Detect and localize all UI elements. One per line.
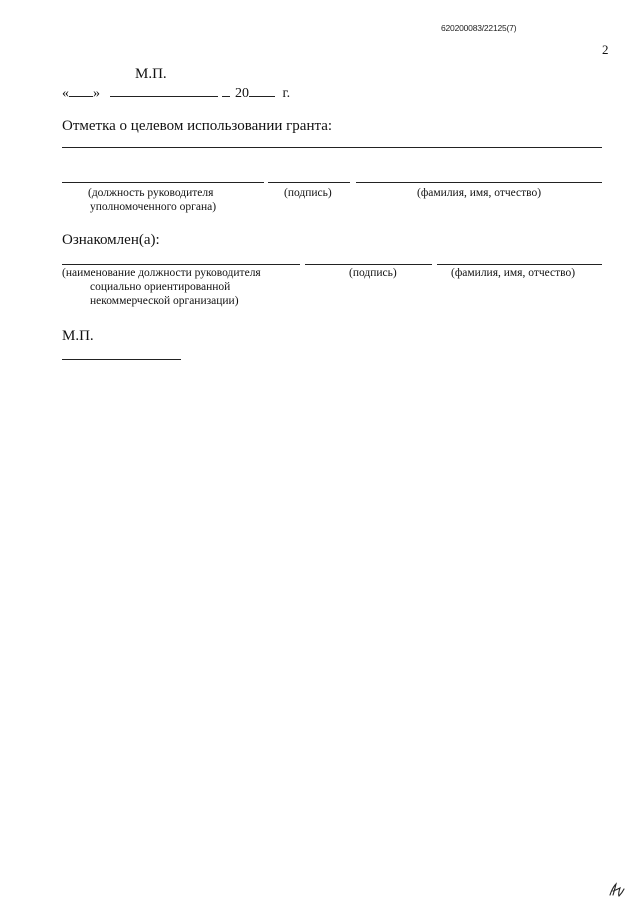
position-signature-line xyxy=(62,182,264,183)
org-full-name-line xyxy=(437,264,602,265)
document-code: 620200083/22125(7) xyxy=(441,23,517,33)
caption-position-line2: уполномоченного органа) xyxy=(90,201,217,213)
full-name-line xyxy=(356,182,602,183)
year-blank xyxy=(249,82,275,97)
caption-signature: (подпись) xyxy=(284,187,332,199)
remark-line xyxy=(62,147,602,148)
org-signature-line xyxy=(305,264,432,265)
month-blank-tail xyxy=(222,82,230,97)
org-caption-position-line2: социально ориентированной xyxy=(90,281,231,293)
grant-remark-title: Отметка о целевом использовании гранта: xyxy=(62,118,333,134)
page-number: 2 xyxy=(602,42,609,57)
stamp-label-bottom: М.П. xyxy=(62,328,94,344)
org-position-line xyxy=(62,264,300,265)
acknowledgement-title: Ознакомлен(а): xyxy=(62,232,160,248)
stamp-line xyxy=(62,359,181,360)
org-caption-position-line1: (наименование должности руководителя xyxy=(62,267,261,279)
signature-line xyxy=(268,182,350,183)
date-close-quote: » xyxy=(93,86,100,101)
month-blank xyxy=(110,82,218,97)
year-suffix: г. xyxy=(282,86,291,101)
day-blank xyxy=(69,82,93,97)
date-line xyxy=(62,82,290,102)
stamp-label-top: М.П. xyxy=(135,66,167,82)
date-open-quote: « xyxy=(62,86,69,101)
org-caption-signature: (подпись) xyxy=(349,267,397,279)
org-caption-full-name: (фамилия, имя, отчество) xyxy=(451,267,576,279)
year-prefix: 20 xyxy=(235,86,249,101)
org-caption-position-line3: некоммерческой организации) xyxy=(90,295,239,307)
caption-position-line1: (должность руководителя xyxy=(88,187,214,199)
caption-full-name: (фамилия, имя, отчество) xyxy=(417,187,542,199)
handwritten-initial-icon xyxy=(607,880,627,898)
